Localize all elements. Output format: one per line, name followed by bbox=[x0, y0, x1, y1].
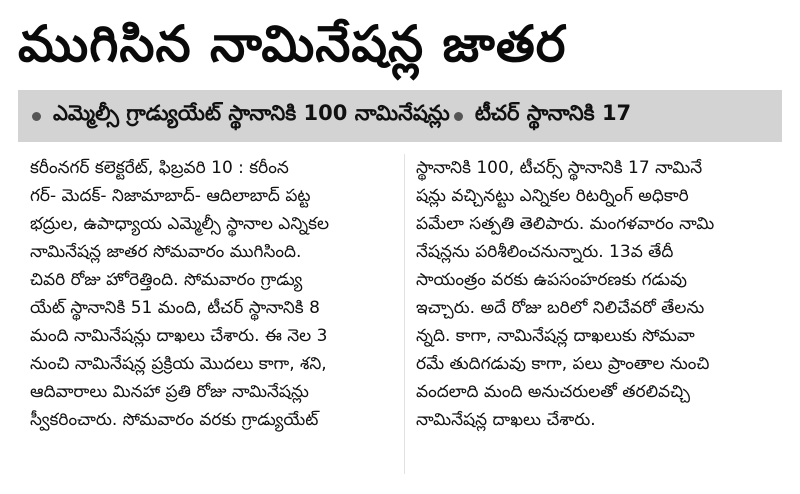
bullet-icon bbox=[454, 112, 463, 121]
text-line: చివరి రోజు హోరెత్తింది. సోమవారం గ్రాడ్యు bbox=[30, 270, 303, 290]
text-line: వందలాది మంది అనుచరులతో తరలివచ్చి bbox=[416, 382, 690, 402]
text-line: సాయంత్రం వరకు ఉపసంహరణకు గడువు bbox=[416, 270, 687, 290]
text-line: స్థానానికి 100, టీచర్స్ స్థానానికి 17 నామినే bbox=[416, 158, 703, 178]
text-line: గర్- మెదక్- నిజామాబాద్- ఆదిలాబాద్ పట్ట bbox=[30, 186, 311, 206]
text-line: షన్లు వచ్చినట్టు ఎన్నికల రిటర్నింగ్ అధికారి bbox=[416, 186, 689, 206]
text-line: ఇచ్చారు. అదే రోజు బరిలో నిలిచేవరో తేలను bbox=[416, 298, 705, 318]
article-column-right bbox=[416, 154, 790, 490]
text-line: న్నది. కాగా, నామినేషన్ల దాఖలుకు సోమవా bbox=[416, 326, 695, 346]
text-line: స్వీకరించారు. సోమవారం వరకు గ్రాడ్యుయేట్ bbox=[30, 410, 319, 430]
text-line: నేషన్లను పరిశీలించనున్నారు. 13వ తేదీ bbox=[416, 242, 674, 262]
text-line: మంది నామినేషన్లు దాఖలు చేశారు. ఈ నెల 3 bbox=[30, 326, 328, 346]
text-line: నుంచి నామినేషన్ల ప్రక్రియ మొదలు కాగా, శని, bbox=[30, 354, 327, 374]
subheadline-part-2: టీచర్ స్థానానికి 17 bbox=[474, 101, 632, 125]
text-line: పమేలా సత్పతి తెలిపారు. మంగళవారం నామి bbox=[416, 214, 715, 234]
text-line: కరీంనగర్ కలెక్టరేట్, ఫిబ్రవరి 10 : కరీంన bbox=[30, 158, 289, 178]
column-divider bbox=[404, 154, 405, 474]
text-line: నామినేషన్ల జాతర సోమవారం ముగిసింది. bbox=[30, 242, 302, 262]
text-line: రమే తుదిగడువు కాగా, పలు ప్రాంతాల నుంచి bbox=[416, 354, 710, 374]
text-line: యేట్ స్థానానికి 51 మంది, టీచర్ స్థానానికి 8 bbox=[30, 298, 320, 318]
subheadline-part-1: ఎమ్మెల్సీ గ్రాడ్యుయేట్ స్థానానికి 100 నామినేషన్లు bbox=[53, 101, 450, 125]
article-column-left bbox=[30, 154, 404, 490]
bullet-icon bbox=[32, 112, 41, 121]
text-line: భద్రుల, ఉపాధ్యాయ ఎమ్మెల్సీ స్థానాల ఎన్నికల bbox=[30, 214, 330, 234]
text-line: ఆదివారాలు మినహా ప్రతి రోజు నామినేషన్లు bbox=[30, 382, 309, 402]
subheadline-bar bbox=[18, 90, 782, 142]
headline: ముగిసిన నామినేషన్ల జాతర bbox=[18, 15, 567, 73]
text-line: నామినేషన్ల దాఖలు చేశారు. bbox=[416, 410, 596, 430]
